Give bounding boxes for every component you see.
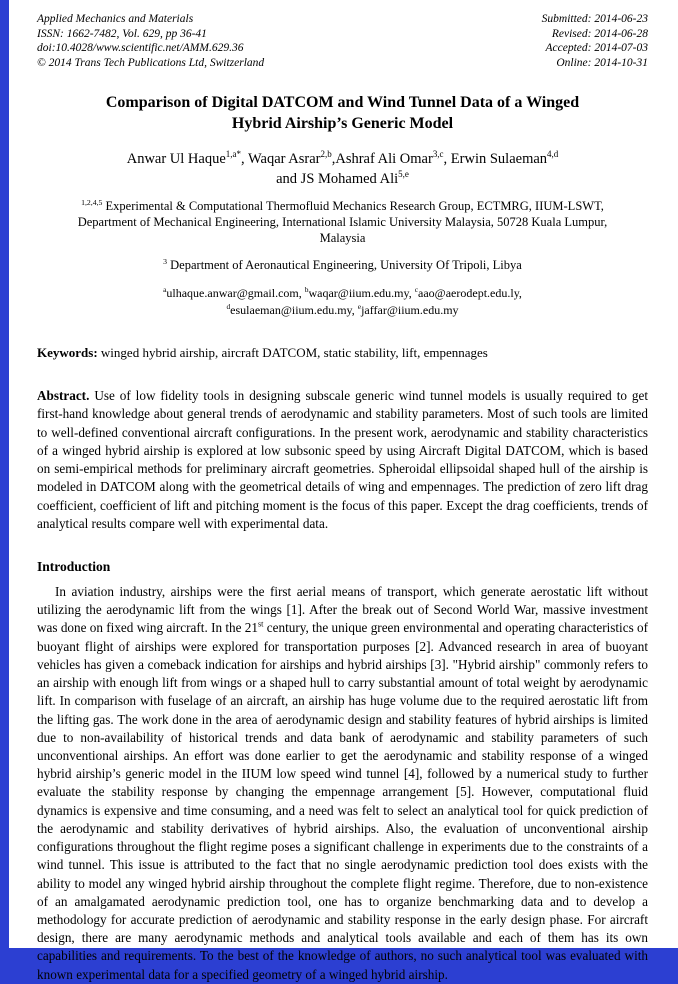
copyright-line: © 2014 Trans Tech Publications Ltd, Switzerland: [37, 57, 265, 70]
keywords-block: [37, 344, 648, 362]
author-name: and JS Mohamed Ali: [276, 171, 399, 188]
email-address: aao@aerodept.edu.ly,: [418, 286, 522, 301]
author-name: , Erwin Sulaeman: [443, 151, 548, 168]
submission-dates: [542, 12, 648, 71]
affiliation-sup: 1,2,4,5: [81, 197, 103, 207]
ordinal-sup: st: [258, 620, 264, 630]
introduction-heading: Introduction: [37, 559, 111, 575]
email-address: jaffar@iium.edu.my: [361, 302, 459, 317]
doi-line: doi:10.4028/www.scientific.net/AMM.629.36: [37, 42, 244, 55]
emails-line1: [37, 285, 648, 301]
email-address: waqar@iium.edu.my,: [308, 286, 415, 301]
emails-line2: [37, 302, 648, 318]
emails-line: [37, 285, 648, 317]
paper-title: [37, 93, 648, 135]
email-sup: e: [357, 301, 362, 311]
affiliation-text: Department of Aeronautical Engineering, University Of Tripoli, Libya: [170, 258, 522, 273]
journal-info: [37, 12, 264, 71]
authors-line: [37, 150, 648, 189]
journal-name: Applied Mechanics and Materials: [37, 13, 194, 25]
abstract-text: Use of low fidelity tools in designing subscale generic wind tunnel models is usually required to get first-hand knowledge about general trends of aerodynamic and stability parameters. Most of such tools are limited to well-defined conventional aircraft configurations. In the present work, aerodynamic and stability characteristics of a winged hybrid airship is explored at low subsonic speed by using Aircraft Digital DATCOM, which is based on semi-empirical methods for preliminary aircraft geometries. Spheroidal ellipsoidal shaped hull of the airship is modeled in DATCOM along with the geometrical details of wing and empennages. The prediction of zero lift drag coefficient, coefficient of lift and pitching moment is the focus of this paper. Except the drag coefficients, trends of analytical results compare well with experimental data.: [37, 388, 648, 531]
email-sup: c: [414, 285, 419, 295]
email-sup: b: [304, 285, 309, 295]
paper-header: [37, 12, 648, 71]
authors-line2: [37, 170, 648, 190]
abstract-block: [37, 387, 648, 533]
keywords-label: Keywords:: [37, 344, 98, 360]
author-affil-sup: 2,b: [320, 149, 332, 160]
email-address: esulaeman@iium.edu.my,: [230, 302, 358, 317]
revised-date: Revised: 2014-06-28: [551, 27, 648, 40]
affiliation-2: [37, 258, 648, 273]
paper-title-line2: Hybrid Airship’s Generic Model: [231, 114, 454, 132]
author-affil-sup: 4,d: [547, 149, 559, 160]
authors-line1: [37, 150, 648, 170]
author-name: ,Ashraf Ali Omar: [331, 151, 433, 168]
keywords-text: winged hybrid airship, aircraft DATCOM, static stability, lift, empennages: [97, 344, 488, 360]
paper-title-line1: Comparison of Digital DATCOM and Wind Tunnel Data of a Winged: [105, 93, 580, 111]
author-name: , Waqar Asrar: [241, 151, 321, 168]
author-affil-sup: 3,c: [432, 149, 444, 160]
email-sup: d: [226, 301, 231, 311]
affiliation-text: Experimental & Computational Thermofluid Mechanics Research Group, ECTMRG, IIUM-LSWT, Department of Mechanical Engineering, International Islamic University Malaysia, 50728 Kuala Lumpur, Malaysia: [77, 198, 608, 246]
introduction-text: century, the unique green environmental and operating characteristics of buoyant flight of airships were explored for transportation purposes [2]. Advanced research in area of buoyant vehicles has given a comeback indication for airships and hybrid airships [3]. "Hybrid airship" commonly refers to an airship with enough lift from wings or a shaped hull to carry substantial amount of total weight by aerodynamic lift. In comparison with fuselage of an aircraft, an airship has huge volume due to the required aerostatic lift from the lifting gas. The work done in the area of aerodynamic design and stability features of hybrid airships is limited due to non-availability of historical trends and data bank of aerodynamic and stability parameters of such unconventional airships. An effort was done earlier to get the aerodynamic and stability response of a winged hybrid airship’s generic model in the IIUM low speed wind tunnel [4], followed by a numerical study to further evaluate the stability response by changing the empennage arrangement [5]. However, computational fluid dynamics is expensive and time consuming, and a need was felt to select an analytical tool for quick prediction of the aerodynamic and stability derivatives of hybrid airships. Also, the evaluation of unconventional airship configurations throughout the flight regime poses a significant challenge in experiments due to the constraints of a wind tunnel. This issue is attributed to the fact that no single aerodynamic prediction tool does exists with the ability to model any winged hybrid airship throughout the complete flight regime. Therefore, due to non-existence of an amalgamated aerodynamic prediction tool, one has to organize benchmarking data and to develop a methodology for accurate prediction of aerodynamic and stability response in the early design phase. For aircraft design, there are many aerodynamic methods and analytical tools available and each of them has its own capabilities and requirements. To the best of the knowledge of authors, no such analytical tool was evaluated with known experimental data for a specified geometry of a winged hybrid airship.: [37, 620, 648, 982]
author-affil-sup: 5,e: [398, 169, 409, 180]
issn-line: ISSN: 1662-7482, Vol. 629, pp 36-41: [37, 27, 207, 40]
email-address: ulhaque.anwar@gmail.com,: [166, 286, 305, 301]
affiliation-1: [63, 198, 623, 247]
introduction-text: In aviation industry, airships were the first aerial means of transport, which generate aerostatic lift without utilizing the aerodynamic lift from the wings [1]. After the break out of Second World War, massive investment was done on fixed wing aircraft. In the 21: [37, 584, 648, 636]
affiliation-sup: 3: [163, 257, 168, 267]
abstract-label: Abstract.: [37, 388, 90, 404]
introduction-paragraph: [37, 583, 648, 984]
online-date: Online: 2014-10-31: [556, 57, 648, 70]
email-sup: a: [163, 285, 167, 295]
paper-page: [9, 0, 678, 982]
accepted-date: Accepted: 2014-07-03: [545, 42, 648, 55]
submitted-date: Submitted: 2014-06-23: [541, 13, 648, 25]
author-affil-sup: 1,a*: [225, 149, 241, 160]
author-name: Anwar Ul Haque: [126, 151, 226, 168]
